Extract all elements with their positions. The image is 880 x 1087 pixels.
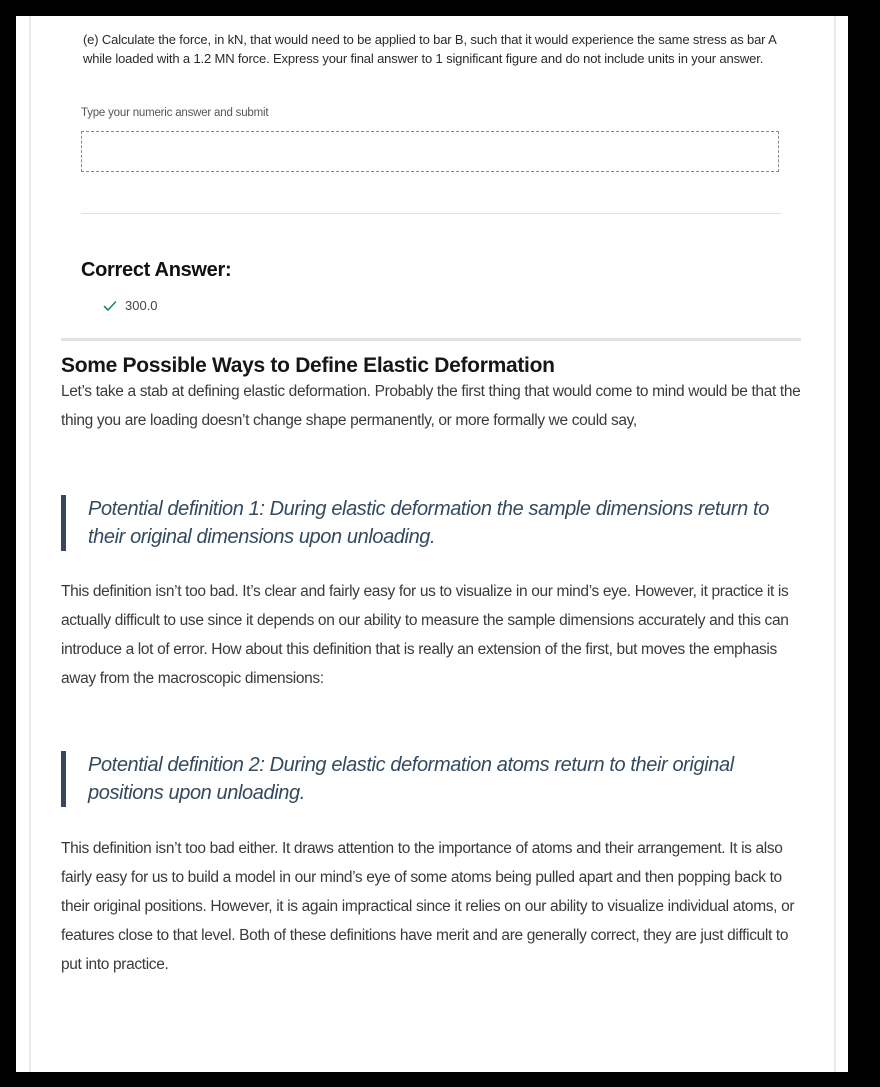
paragraph-definition-2-discussion: This definition isn’t too bad either. It draws attention to the importance of atoms and their arrangement. It is also fairly easy for us to build a model in our mind’s eye of some atoms being pulled apart and then popping back to their original positions. However, it is again impractical since it relies on our ability to visualize individual atoms, or features close to that level. Both of these definitions have merit and are generally correct, they are just difficult to put into practice.	[61, 840, 795, 973]
correct-answer-value: 300.0	[125, 298, 158, 313]
numeric-answer-input[interactable]	[81, 131, 779, 172]
question-card	[61, 16, 801, 341]
section-title: Some Possible Ways to Define Elastic Deformation	[61, 354, 555, 377]
correct-answer-item	[103, 298, 158, 313]
definition-quote-2: Potential definition 2: During elastic deformation atoms return to their original positions upon unloading.	[61, 751, 801, 807]
correct-answer-title: Correct Answer:	[81, 259, 232, 281]
paragraph-intro: Let’s take a stab at defining elastic deformation. Probably the first thing that would come to mind would be that the thing you are loading doesn’t change shape permanently, or more formally we could say,	[61, 383, 801, 429]
question-text: (e) Calculate the force, in kN, that would need to be applied to bar B, such that it would experience the same stress as bar A while loaded with a 1.2 MN force. Express your final answer to 1 significant figure and do not include units in your answer.	[83, 32, 776, 66]
answer-input-label: Type your numeric answer and submit	[81, 107, 269, 119]
divider	[81, 213, 781, 214]
browser-viewport	[16, 16, 848, 1072]
page-content	[29, 16, 836, 1072]
paragraph-definition-1-discussion: This definition isn’t too bad. It’s clear and fairly easy for us to visualize in our mind’s eye. However, it practice it is actually difficult to use since it depends on our ability to measure the sample dimensions accurately and this can introduce a lot of error. How about this definition that is really an extension of the first, but moves the emphasis away from the macroscopic dimensions:	[61, 583, 789, 687]
check-icon	[103, 299, 117, 313]
definition-quote-1: Potential definition 1: During elastic deformation the sample dimensions return to their original dimensions upon unloading.	[61, 495, 801, 551]
